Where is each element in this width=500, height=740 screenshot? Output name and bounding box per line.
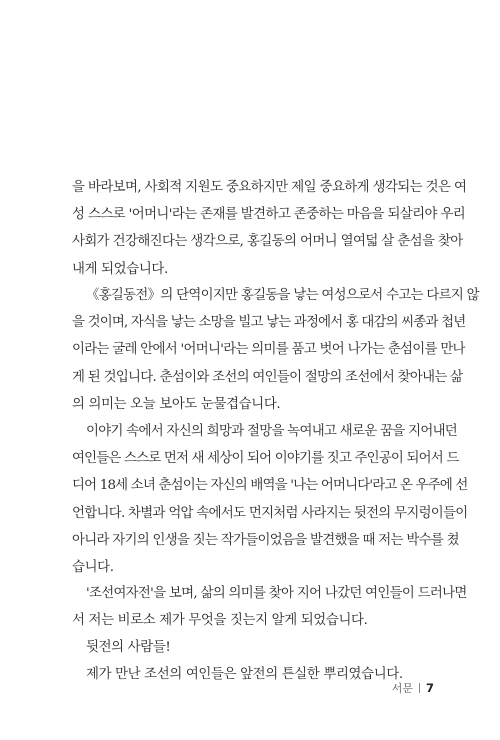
paragraph-4 [72, 580, 467, 634]
text-line: 아니라 자기의 인생을 짓는 작가들이었음을 발견했을 때 저는 박수를 쳤 [72, 532, 459, 548]
paragraph-3 [72, 418, 468, 581]
text-line: 게 된 것입니다. 춘섬이와 조선의 여인들이 절망의 조선에서 찾아내는 삶 [72, 369, 463, 385]
text-line: 의 의미는 오늘 보아도 눈물겹습니다. [72, 396, 281, 412]
page-folio [392, 680, 434, 696]
section-title: 서문 [391, 682, 413, 695]
text-line: 습니다. [72, 560, 114, 576]
text-line: 이야기 속에서 자신의 희망과 절망을 녹여내고 새로운 꿈을 지어내던 [86, 424, 458, 439]
text-line: '조선여자전'을 보며, 삶의 의미를 찾아 지어 나갔던 여인들이 드러나면 [86, 586, 467, 601]
text-line: 서 저는 비로소 제가 무엇을 짓는지 알게 되었습니다. [72, 613, 368, 629]
paragraph-6 [72, 661, 436, 688]
text-line: 뒷전의 사람들! [86, 640, 171, 655]
folio-divider [419, 683, 420, 693]
text-line: 내게 되었습니다. [72, 261, 168, 277]
paragraph-5 [72, 634, 436, 661]
text-line: 성 스스로 '어머니'라는 존재를 발견하고 존중하는 마음을 되살리야 우리 [72, 207, 466, 223]
text-line: 제가 만난 조선의 여인들은 앞전의 튼실한 뿌리였습니다. [86, 667, 403, 682]
text-line: 여인들은 스스로 먼저 새 세상이 되어 이야기를 짓고 주인공이 되어서 드 [72, 451, 459, 467]
text-line: 을 바라보며, 사회적 지원도 중요하지만 제일 중요하게 생각되는 것은 여 [72, 180, 467, 195]
text-line: 을 것이며, 자식을 낳는 소망을 빌고 낳는 과정에서 홍 대감의 씨종과 첩년 [72, 315, 466, 331]
text-line: 언합니다. 차별과 억압 속에서도 먼지처럼 사라지는 뒷전의 무지렁이들이 [72, 505, 468, 521]
text-line: 사회가 건강해진다는 생각으로, 홍길동의 어머니 열여덟 살 춘섬을 찾아 [72, 234, 463, 250]
text-line: 디어 18세 소녀 춘섬이는 자신의 배역을 '나는 어머니다'라고 온 우주에 선 [72, 478, 468, 494]
paragraph-1 [72, 174, 467, 283]
text-line: 《홍길동전》의 단역이지만 홍길동을 낳는 여성으로서 수고는 다르지 않 [86, 288, 479, 303]
paragraph-2 [72, 282, 479, 418]
page-number: 7 [425, 681, 434, 695]
text-line: 이라는 굴레 안에서 '어머니'라는 의미를 품고 벗어 나가는 춘섬이를 만나 [72, 342, 465, 358]
